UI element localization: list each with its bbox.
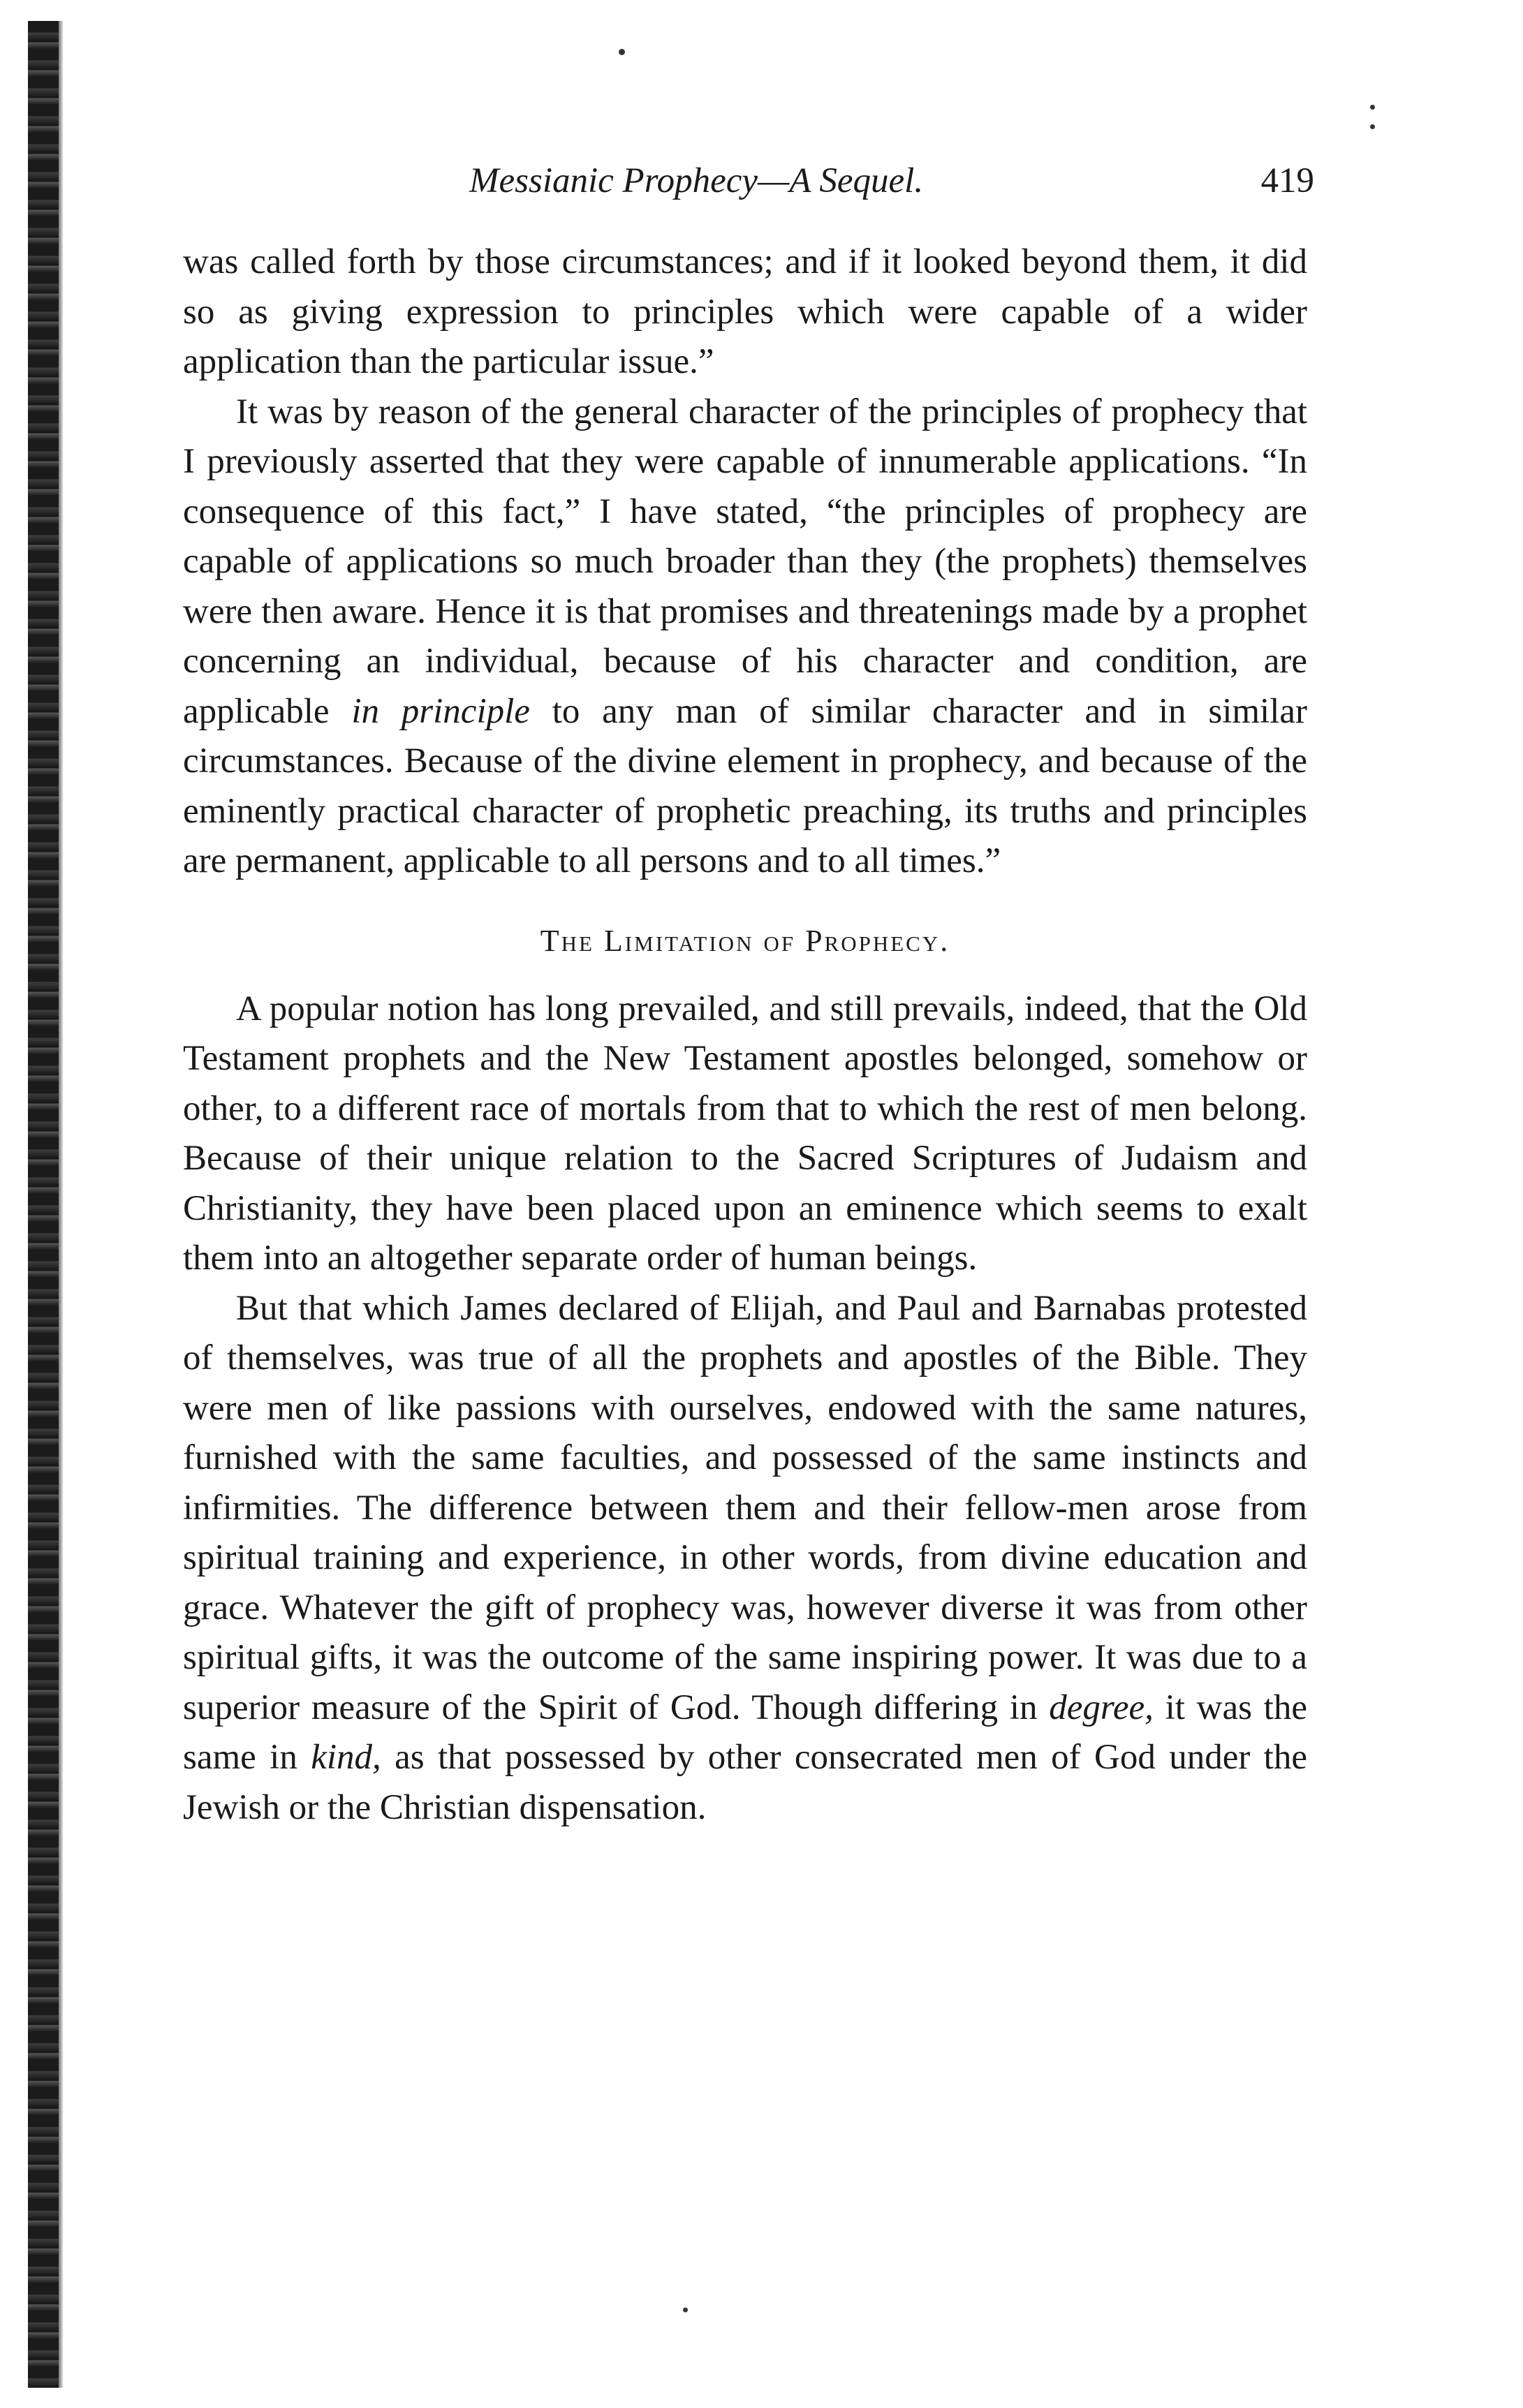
text-run: was called forth by those circumstances; and if it looked beyond them, it did so as giving expression to principles which were capable of a wider application than the particular issue.” bbox=[183, 242, 1307, 381]
text-run: But that which James declared of Elijah, and Paul and Barnabas protested of themselves, was true of all the prophets and apostles of the Bible. They were men of like passions with ourselves, endowed with the same natures, furnished with the same faculties, and possessed of the same instincts and infirmities. The difference between them and their fellow-men arose from spiritual training and experience, in other words, from divine education and grace. Whatever the gift of prophecy was, however diverse it was from other spiritual gifts, it was the outcome of the same inspiring power. It was due to a superior measure of the Spirit of God. Though differing in bbox=[183, 1288, 1307, 1727]
text-run: A popular notion has long prevailed, and still prevails, indeed, that the Old Testament prophets and the New Testament apostles belonged, somehow or other, to a different race of mortals from that to which the rest of men belong. Because of their unique relation to the Sacred Scriptures of Judaism and Christianity, they have been placed upon an eminence which seems to exalt them into an altogether separate order of human beings. bbox=[183, 989, 1307, 1278]
text-run: as that possessed by other consecrated men of God under the Jewish or the Christian dispensation. bbox=[183, 1738, 1307, 1827]
italic-text: kind, bbox=[311, 1738, 381, 1777]
italic-text: degree, bbox=[1049, 1687, 1154, 1727]
italic-text: in principle bbox=[351, 691, 530, 731]
body-text bbox=[183, 237, 1307, 887]
gutter-edge bbox=[59, 21, 63, 2388]
ink-speck bbox=[1370, 124, 1375, 129]
page-number: 419 bbox=[1260, 161, 1314, 200]
running-title: Messianic Prophecy—A Sequel. bbox=[469, 161, 924, 200]
ink-speck bbox=[1370, 105, 1375, 110]
section-heading: The Limitation of Prophecy. bbox=[540, 923, 950, 958]
section-body-text bbox=[183, 984, 1307, 1833]
paragraph bbox=[183, 1284, 1307, 1833]
text-run: it was the same in bbox=[183, 1687, 1307, 1777]
ink-speck bbox=[619, 49, 625, 55]
paragraph bbox=[183, 984, 1307, 1284]
ink-speck bbox=[683, 2307, 688, 2312]
page-header bbox=[183, 161, 1314, 237]
paragraph bbox=[183, 237, 1307, 387]
text-run: It was by reason of the general character of the principles of prophecy that I previously asserted that they were capable of innumerable applications. “In consequence of this fact,” I have stated, “the principles of prophecy are capable of applications so much broader than they (the prophets) themselves were then aware. Hence it is that promises and threatenings made by a prophet concerning an individual, because of his character and condition, are applicable bbox=[183, 392, 1307, 731]
paragraph bbox=[183, 387, 1307, 887]
book-spine-shadow bbox=[28, 21, 59, 2388]
book-page bbox=[183, 161, 1314, 1833]
text-run: to any man of similar character and in similar circumstances. Because of the divine element in prophecy, and because of the eminently practical character of prophetic preaching, its truths and principles are permanent, applicable to all persons and to all times.” bbox=[183, 691, 1307, 880]
